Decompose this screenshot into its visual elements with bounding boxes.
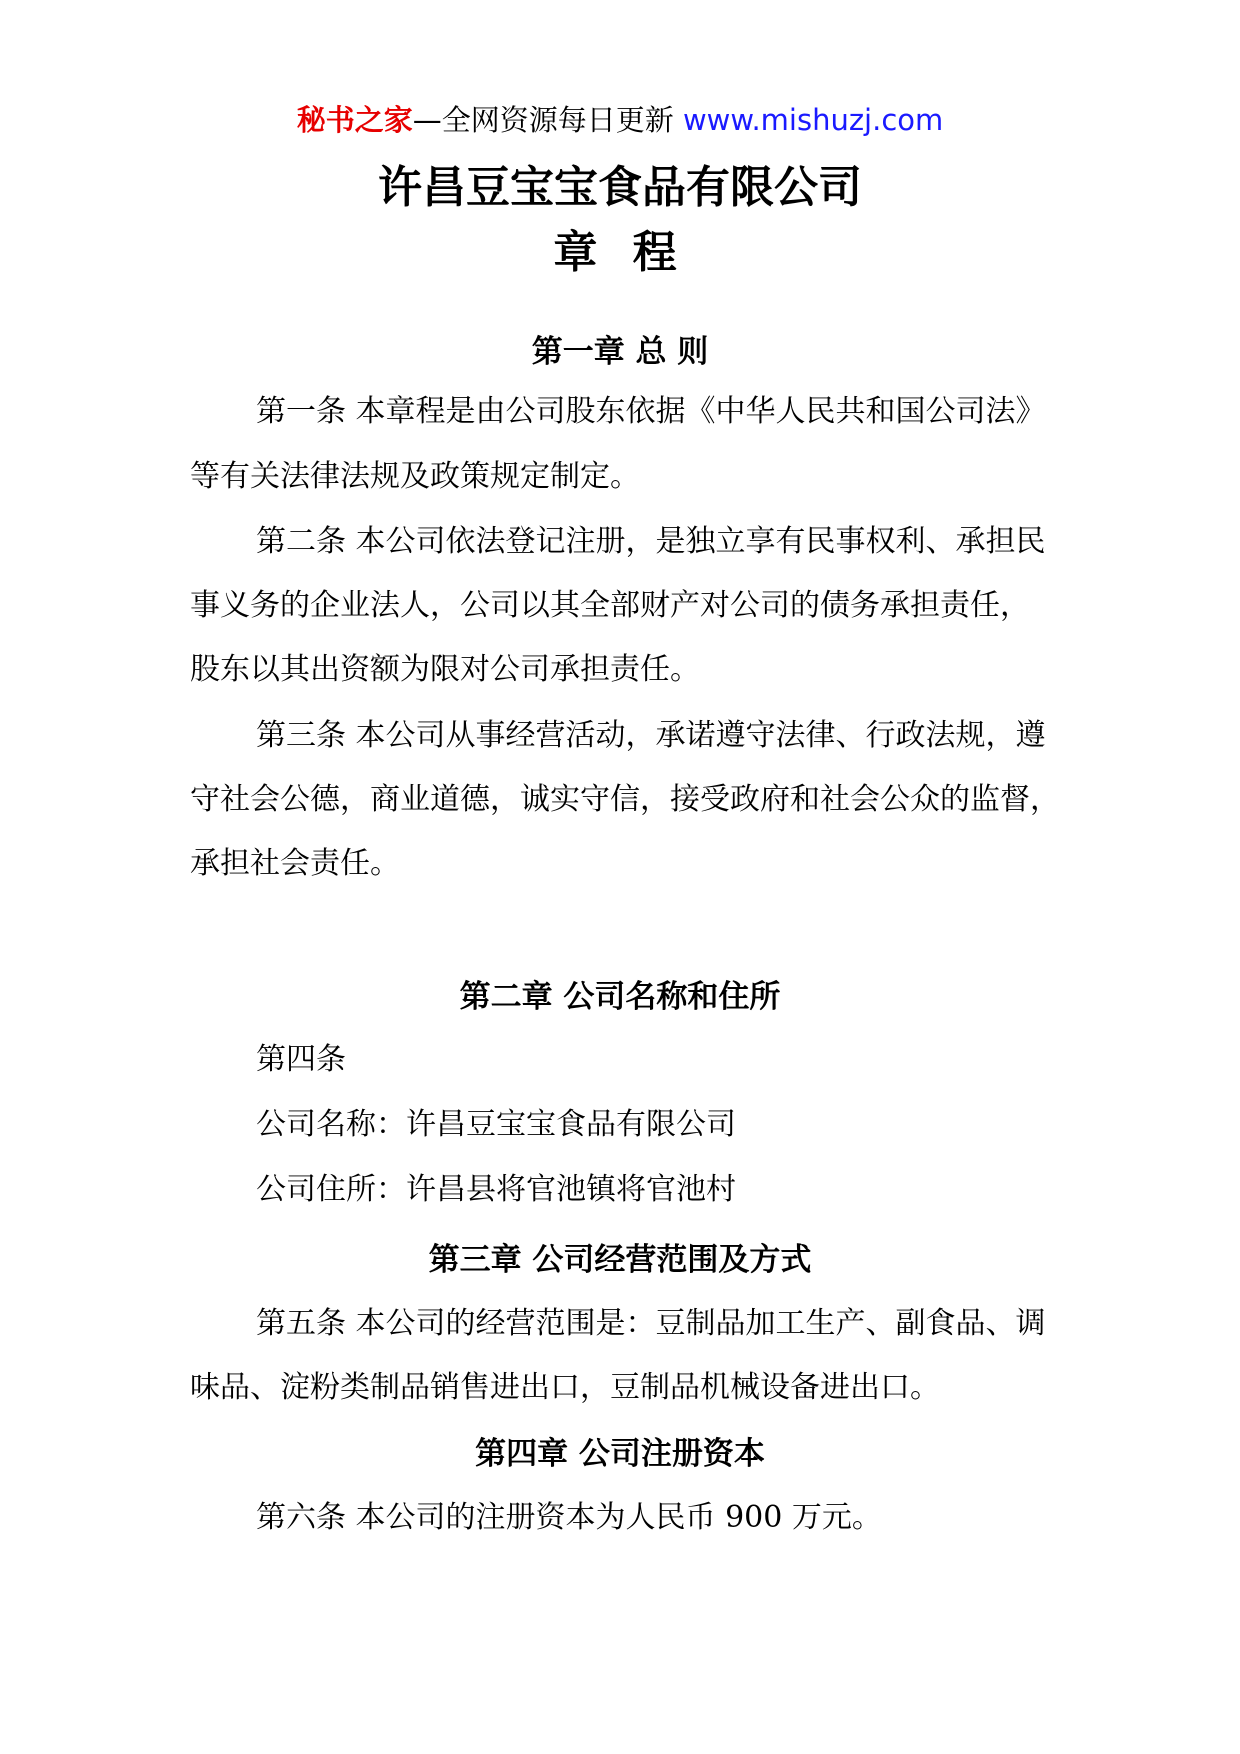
article-3-line-3: 承担社会责任。 <box>190 846 400 881</box>
document-subtitle: 章 程 <box>553 227 687 278</box>
article-3-line-2: 守社会公德，商业道德，诚实守信，接受政府和社会公众的监督， <box>190 782 1060 817</box>
article-5-line-1: 第五条 本公司的经营范围是：豆制品加工生产、副食品、调 <box>256 1306 1046 1341</box>
banner-url-link[interactable]: www.mishuzj.com <box>682 103 944 137</box>
article-2-line-2: 事义务的企业法人，公司以其全部财产对公司的债务承担责任， <box>190 588 1030 623</box>
site-banner <box>0 100 1240 140</box>
company-address-line: 公司住所：许昌县将官池镇将官池村 <box>256 1172 736 1207</box>
article-6-line: 第六条 本公司的注册资本为人民币 900 万元。 <box>256 1500 882 1535</box>
chapter-3-heading: 第三章 公司经营范围及方式 <box>428 1242 812 1278</box>
article-3-line-1: 第三条 本公司从事经营活动，承诺遵守法律、行政法规，遵 <box>256 718 1046 753</box>
article-1-line-1: 第一条 本章程是由公司股东依据《中华人民共和国公司法》 <box>256 394 1046 429</box>
article-4-label: 第四条 <box>256 1042 346 1077</box>
banner-brand: 秘书之家 <box>296 103 413 137</box>
article-2-line-1: 第二条 本公司依法登记注册，是独立享有民事权利、承担民 <box>256 524 1046 559</box>
article-2-line-3: 股东以其出资额为限对公司承担责任。 <box>190 652 700 687</box>
chapter-2-heading: 第二章 公司名称和住所 <box>459 979 781 1015</box>
chapter-4-heading: 第四章 公司注册资本 <box>475 1436 765 1472</box>
chapter-1-heading: 第一章 总 则 <box>531 334 709 370</box>
article-1-line-2: 等有关法律法规及政策规定制定。 <box>190 459 640 494</box>
document-title: 许昌豆宝宝食品有限公司 <box>378 162 862 213</box>
banner-tagline: —全网资源每日更新 <box>412 103 674 137</box>
article-5-line-2: 味品、淀粉类制品销售进出口，豆制品机械设备进出口。 <box>190 1370 940 1405</box>
company-name-line: 公司名称：许昌豆宝宝食品有限公司 <box>256 1107 736 1142</box>
